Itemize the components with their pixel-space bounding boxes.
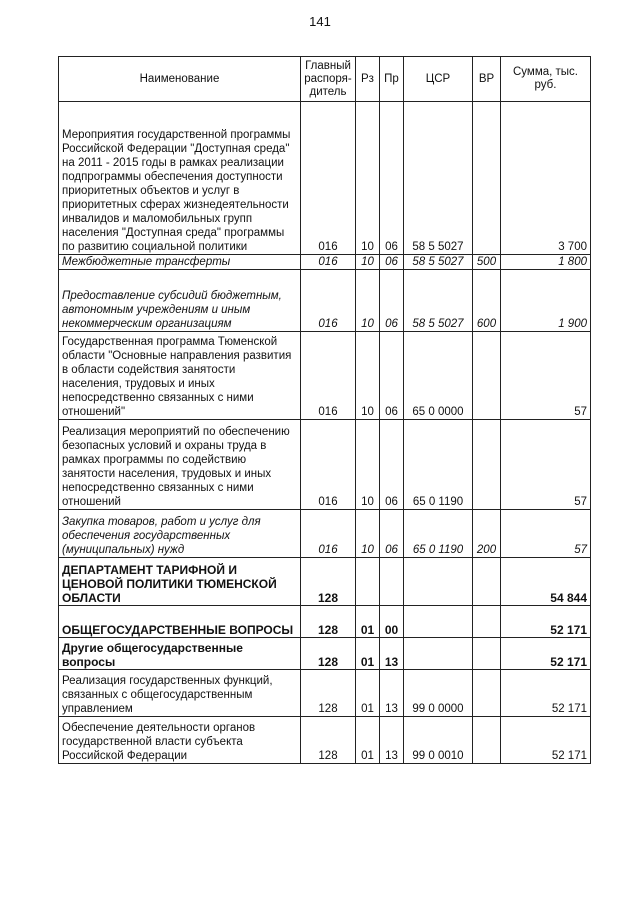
row-sum: 52 171 [501, 717, 591, 764]
header-row [59, 57, 591, 102]
row-name: Межбюджетные трансферты [59, 255, 301, 270]
col-header-csr: ЦСР [404, 57, 473, 102]
row-manager: 016 [301, 332, 356, 420]
row-manager: 128 [301, 558, 356, 606]
row-rz: 10 [356, 510, 380, 558]
row-sum: 52 171 [501, 638, 591, 670]
table-row [59, 558, 591, 606]
row-csr: 99 0 0000 [404, 670, 473, 717]
row-rz: 10 [356, 420, 380, 510]
col-header-pr: Пр [380, 57, 404, 102]
row-sum: 52 171 [501, 606, 591, 638]
row-name: Государственная программа Тюменской области "Основные направления развития в области содействия занятости населения, трудовых и иных непосредственно связанных с ними отношений" [59, 332, 301, 420]
row-sum: 57 [501, 510, 591, 558]
row-name: Реализация государственных функций, связанных с общегосударственным управлением [59, 670, 301, 717]
row-vr [473, 332, 501, 420]
row-manager: 016 [301, 420, 356, 510]
row-sum: 1 900 [501, 270, 591, 332]
table-row [59, 102, 591, 255]
row-vr: 200 [473, 510, 501, 558]
row-vr [473, 102, 501, 255]
row-sum: 57 [501, 420, 591, 510]
row-name: ОБЩЕГОСУДАРСТВЕННЫЕ ВОПРОСЫ [59, 606, 301, 638]
row-pr: 06 [380, 332, 404, 420]
row-name: Обеспечение деятельности органов государственной власти субъекта Российской Федерации [59, 717, 301, 764]
row-manager: 016 [301, 510, 356, 558]
row-sum: 3 700 [501, 102, 591, 255]
table-row [59, 606, 591, 638]
row-pr: 06 [380, 102, 404, 255]
row-pr: 13 [380, 638, 404, 670]
col-header-manager: Главный распоря-дитель [301, 57, 356, 102]
row-vr [473, 670, 501, 717]
table-row [59, 255, 591, 270]
row-rz: 10 [356, 270, 380, 332]
row-rz [356, 558, 380, 606]
page-number: 141 [309, 14, 331, 29]
row-name: ДЕПАРТАМЕНТ ТАРИФНОЙ И ЦЕНОВОЙ ПОЛИТИКИ ТЮМЕНСКОЙ ОБЛАСТИ [59, 558, 301, 606]
row-vr [473, 558, 501, 606]
table-row [59, 638, 591, 670]
row-csr: 58 5 5027 [404, 102, 473, 255]
row-sum: 57 [501, 332, 591, 420]
row-csr [404, 558, 473, 606]
row-csr: 65 0 0000 [404, 332, 473, 420]
row-pr: 06 [380, 510, 404, 558]
row-vr [473, 638, 501, 670]
row-pr [380, 558, 404, 606]
row-sum: 54 844 [501, 558, 591, 606]
row-manager: 016 [301, 255, 356, 270]
table-row [59, 332, 591, 420]
row-manager: 128 [301, 670, 356, 717]
row-rz: 01 [356, 606, 380, 638]
col-header-sum: Сумма, тыс. руб. [501, 57, 591, 102]
row-pr: 00 [380, 606, 404, 638]
row-manager: 016 [301, 270, 356, 332]
budget-table [58, 56, 591, 764]
row-rz: 10 [356, 332, 380, 420]
row-rz: 01 [356, 638, 380, 670]
row-manager: 128 [301, 606, 356, 638]
row-vr [473, 420, 501, 510]
row-name: Другие общегосударственные вопросы [59, 638, 301, 670]
col-header-rz: Рз [356, 57, 380, 102]
row-csr: 58 5 5027 [404, 255, 473, 270]
row-name: Мероприятия государственной программы Российской Федерации "Доступная среда" на 2011 - 2015 годы в рамках реализации подпрограммы обеспечения доступности приоритетных объектов и услуг в приоритетных сферах жизнедеятельности инвалидов и маломобильных групп населения "Доступная среда" программы по развитию социальной политики [59, 102, 301, 255]
row-pr: 06 [380, 420, 404, 510]
row-manager: 016 [301, 102, 356, 255]
row-name: Закупка товаров, работ и услуг для обеспечения государственных (муниципальных) нужд [59, 510, 301, 558]
row-csr: 99 0 0010 [404, 717, 473, 764]
table-row [59, 670, 591, 717]
row-csr: 65 0 1190 [404, 420, 473, 510]
row-manager: 128 [301, 638, 356, 670]
row-pr: 13 [380, 717, 404, 764]
col-header-name: Наименование [59, 57, 301, 102]
col-header-vr: ВР [473, 57, 501, 102]
row-name: Реализация мероприятий по обеспечению безопасных условий и охраны труда в рамках программы по содействию занятости населения, трудовых и иных непосредственно связанных с ними отношений [59, 420, 301, 510]
row-sum: 52 171 [501, 670, 591, 717]
row-pr: 06 [380, 270, 404, 332]
row-vr [473, 717, 501, 764]
row-csr [404, 638, 473, 670]
row-rz: 10 [356, 102, 380, 255]
row-name: Предоставление субсидий бюджетным, автономным учреждениям и иным некоммерческим организациям [59, 270, 301, 332]
row-manager: 128 [301, 717, 356, 764]
row-vr [473, 606, 501, 638]
row-sum: 1 800 [501, 255, 591, 270]
table-row [59, 270, 591, 332]
row-rz: 01 [356, 670, 380, 717]
table-row [59, 420, 591, 510]
row-rz: 10 [356, 255, 380, 270]
row-pr: 13 [380, 670, 404, 717]
row-csr: 65 0 1190 [404, 510, 473, 558]
row-vr: 500 [473, 255, 501, 270]
row-pr: 06 [380, 255, 404, 270]
row-csr [404, 606, 473, 638]
row-vr: 600 [473, 270, 501, 332]
row-csr: 58 5 5027 [404, 270, 473, 332]
row-rz: 01 [356, 717, 380, 764]
table-row [59, 510, 591, 558]
table-row [59, 717, 591, 764]
